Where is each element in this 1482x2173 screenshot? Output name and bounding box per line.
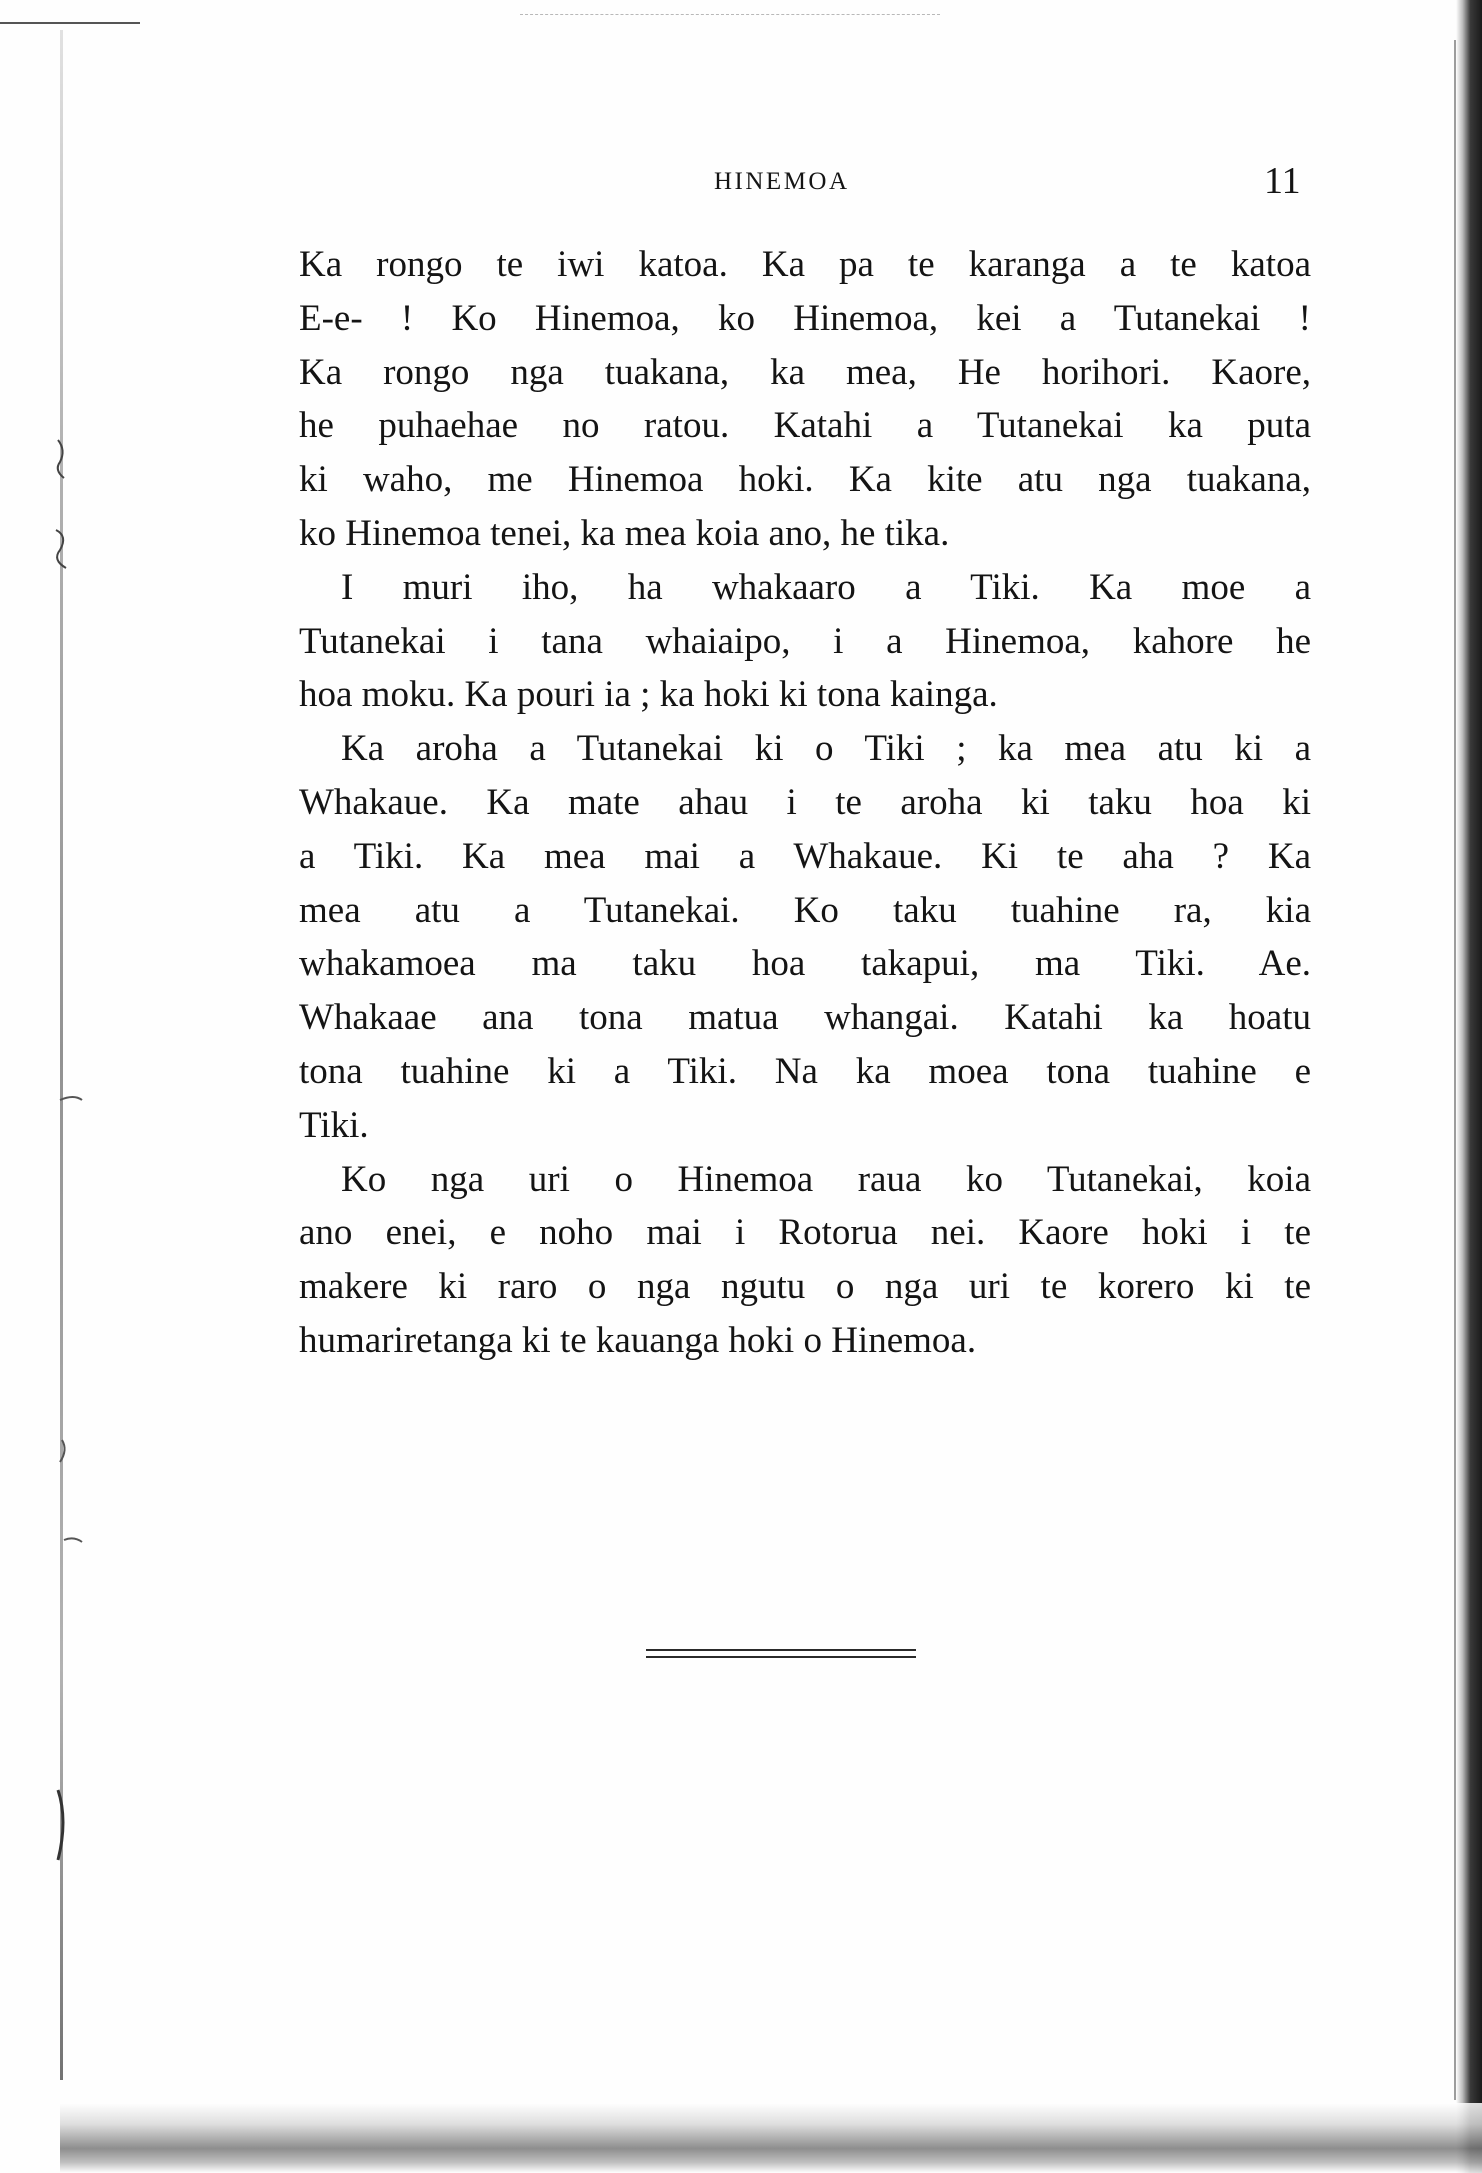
paragraph xyxy=(299,561,1311,722)
running-header xyxy=(0,162,1482,202)
paragraph xyxy=(299,238,1311,561)
page-bottom-edge-shadow xyxy=(60,2103,1482,2173)
text-line: ano enei, e noho mai i Rotorua nei. Kaore hoki i te xyxy=(299,1212,1311,1254)
page-number: 11 xyxy=(1264,160,1301,202)
text-line: tona tuahine ki a Tiki. Na ka moea tona tuahine e xyxy=(299,1050,1311,1092)
binding-stitch-marks xyxy=(48,380,88,1880)
end-of-chapter-rule xyxy=(646,1649,916,1659)
paragraph xyxy=(299,1153,1311,1368)
text-line: he puhaehae no ratou. Katahi a Tutanekai ka puta xyxy=(299,405,1311,447)
text-line: Whakaae ana tona matua whangai. Katahi ka hoatu xyxy=(299,997,1311,1039)
text-line: makere ki raro o nga ngutu o nga uri te korero ki te xyxy=(299,1266,1311,1308)
text-line: I muri iho, ha whakaaro a Tiki. Ka moe a xyxy=(341,566,1311,608)
text-line: ko Hinemoa tenei, ka mea koia ano, he tika. xyxy=(299,512,950,554)
page-top-edge xyxy=(520,14,940,15)
text-line: hoa moku. Ka pouri ia ; ka hoki ki tona kainga. xyxy=(299,674,998,716)
text-line: whakamoea ma taku hoa takapui, ma Tiki. Ae. xyxy=(299,943,1311,985)
rule-line-bottom xyxy=(646,1656,916,1658)
binding-top-mark xyxy=(0,22,140,24)
rule-line-top xyxy=(646,1649,916,1651)
text-line: humariretanga ki te kauanga hoki o Hinemoa. xyxy=(299,1319,977,1361)
text-line: mea atu a Tutanekai. Ko taku tuahine ra, kia xyxy=(299,889,1311,931)
text-line: Ka rongo te iwi katoa. Ka pa te karanga a te katoa xyxy=(299,244,1311,285)
text-line: Tiki. xyxy=(299,1104,369,1146)
text-line: Ka rongo nga tuakana, ka mea, He horihori. Kaore, xyxy=(299,351,1311,393)
text-line: a Tiki. Ka mea mai a Whakaue. Ki te aha ? Ka xyxy=(299,835,1311,877)
text-line: ki waho, me Hinemoa hoki. Ka kite atu nga tuakana, xyxy=(299,459,1311,501)
text-line: Tutanekai i tana whaiaipo, i a Hinemoa, kahore he xyxy=(299,620,1311,662)
text-line: Whakaue. Ka mate ahau i te aroha ki taku hoa ki xyxy=(299,781,1311,823)
text-line: Ka aroha a Tutanekai ki o Tiki ; ka mea atu ki a xyxy=(341,728,1311,770)
text-line: E-e- ! Ko Hinemoa, ko Hinemoa, kei a Tutanekai ! xyxy=(299,297,1311,339)
running-title: HINEMOA xyxy=(714,168,850,195)
paragraph xyxy=(299,722,1311,1152)
text-line: Ko nga uri o Hinemoa raua ko Tutanekai, koia xyxy=(341,1158,1311,1200)
page-right-edge-shadow xyxy=(1456,0,1482,2173)
body-text xyxy=(299,238,1311,1368)
